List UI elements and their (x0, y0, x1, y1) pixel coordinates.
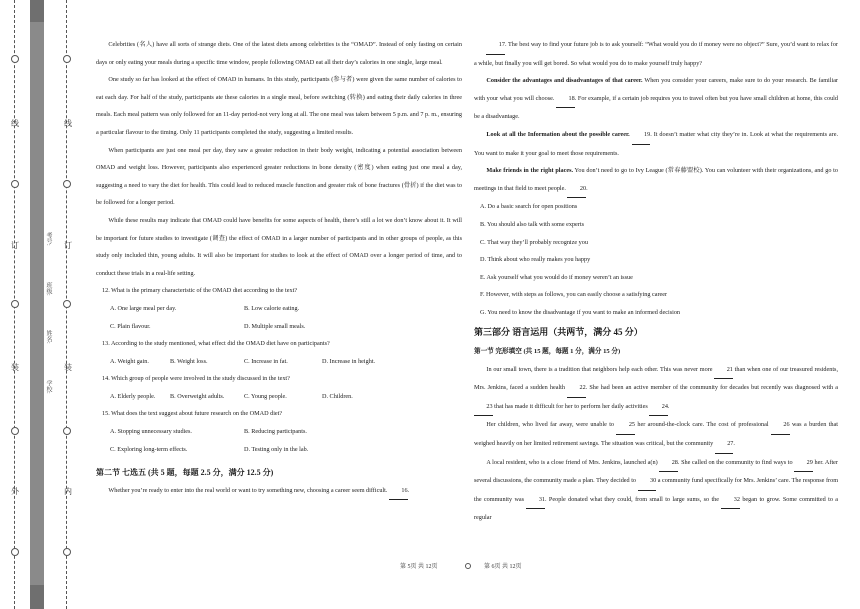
cloze-text: her. After several discussions, the community made a plan. They decided to (474, 458, 838, 485)
choice-option[interactable]: F. However, with steps as follows, you can easily choose a satisfying career (480, 291, 668, 299)
blank-19[interactable]: 19 (632, 126, 651, 145)
hole-circle (63, 300, 71, 308)
paragraph-text: . For example, if a certain job requires you to travel often but you have small children at home, this could be a disadvantage. (474, 94, 838, 121)
cloze-text: . She called on the community to find ways to (677, 458, 793, 466)
option[interactable]: C. Young people. (244, 392, 287, 400)
cloze-text: . She had been an active member of the community for decades but recently was diagnosed with a (585, 384, 838, 392)
class-label: 班级: (45, 282, 51, 296)
hole-circle (11, 427, 19, 435)
page-divider-circle (465, 563, 471, 569)
passage-paragraph: While these results may indicate that OMAD could have benefits for some aspects of health, there’s still a lot we don’t know about it. It will be important for future studies to investigate (调查) the effect of OMAD in a larger number of participants and in other groups of people, as this study only included thin, young adults. It will also be important for studies to look at the effect of OMAD over a longer period of time, and to conduct these trials in a real-life setting. (96, 216, 462, 277)
blank-32[interactable]: 32 (721, 491, 740, 510)
passage-paragraph (474, 36, 838, 72)
paragraph-heading: Look at all the Information about the possible career. (486, 130, 630, 138)
cloze-text: that has made it difficult for her to perform her daily activities (494, 402, 648, 410)
options-row (96, 388, 462, 406)
options-row (96, 318, 462, 336)
cloze-text: A local resident, who is a close friend of Mrs. Jenkins, launched a(n) (486, 458, 658, 466)
blank-31[interactable]: 31 (526, 491, 545, 510)
section-intro: Whether you’re ready to enter into the real world or want to try something new, choosing a career seem difficult. 16. (96, 482, 462, 501)
question-12 (96, 282, 462, 335)
passage-paragraph (474, 72, 838, 126)
option[interactable]: A. Weight gain. (110, 357, 149, 365)
part3-title: 第三部分 语言运用（共两节，满分 45 分） (474, 326, 643, 337)
hole-circle (63, 180, 71, 188)
option[interactable]: A. One large meal per day. (110, 304, 177, 312)
choice-option[interactable]: B. You should also talk with some experts (480, 220, 584, 228)
blank-17[interactable]: 17 (486, 36, 505, 55)
outer-mark-bind: 订 (11, 241, 19, 250)
school-label: 学校: (45, 380, 51, 394)
hole-circle (63, 427, 71, 435)
blank-21[interactable]: 21 (714, 361, 733, 380)
question-13 (96, 335, 462, 370)
paragraph-text: When you consider your careers, make sure to do your research. Be familiar with your what you will choose. (474, 77, 838, 102)
cloze-paragraph: In our small town, there is a tradition that neighbors help each other. This was never more 21 than when one of our treasured residents, Mrs. Jenkins, faced a sudden health 22. She had been an active member of the community for decades but recently was diagnosed with a 23 that has made it difficult for her to perform her daily activities 24. (474, 361, 838, 417)
question-14 (96, 370, 462, 405)
cloze-text: was a burden that weighed heavily on her limited retirement savings. The situation was critical, but the community (474, 421, 838, 448)
blank-27[interactable]: 27 (715, 435, 734, 454)
cloze-paragraph: Her children, who lived far away, were unable to 25 her around-the-clock care. The cost of professional 26 was a burden that weighed heavily on her limited retirement savings. The situation was critical, but the community 27. (474, 416, 838, 453)
question-stem: 14. Which group of people were involved in the study discussed in the text? (102, 375, 290, 383)
exam-number-label: 考号: (45, 232, 51, 246)
choice-option[interactable]: A. Do a basic search for open positions (480, 203, 578, 211)
blank-26[interactable]: 26 (771, 416, 790, 435)
option[interactable]: D. Children. (322, 392, 353, 400)
blank-16[interactable]: 16 (389, 482, 408, 501)
option[interactable]: D. Multiple small meals. (244, 322, 306, 330)
option[interactable]: A. Stopping unnecessary studies. (110, 428, 192, 436)
blank-29[interactable]: 29 (794, 454, 813, 473)
left-column (96, 36, 462, 500)
blank-28[interactable]: 28 (659, 454, 678, 473)
question-stem: 13. According to the study mentioned, what effect did the OMAD diet have on participants? (102, 340, 330, 348)
passage-paragraph (474, 126, 838, 162)
binding-strip-dark-bottom (30, 585, 44, 609)
inner-mark-fix: 装 (64, 363, 72, 372)
binding-margin (0, 0, 86, 609)
blank-24[interactable]: 24 (649, 398, 668, 417)
cloze-text: In our small town, there is a tradition that neighbors help each other. This was never more (486, 365, 713, 373)
option[interactable]: D. Testing only in the lab. (244, 445, 309, 453)
hole-circle (63, 55, 71, 63)
cloze-paragraph (474, 454, 838, 527)
outer-mark-fix: 装 (11, 363, 19, 372)
blank-23[interactable]: 23 (474, 398, 493, 417)
option[interactable]: D. Increase in height. (322, 357, 376, 365)
choice-option[interactable]: C. That way they’ll probably recognize you (480, 238, 588, 246)
outer-mark-outside: 外 (11, 487, 19, 496)
cloze-text: her around-the-clock care. The cost of professional (637, 421, 769, 429)
options-row (96, 300, 462, 318)
paragraph-text: You don’t need to go to Ivy League (常春藤盟校). You can volunteer with their organizations, and go to meetings in that field to meet people. (474, 167, 838, 192)
inner-mark-bind: 订 (64, 241, 72, 250)
option[interactable]: B. Low calorie eating. (244, 304, 300, 312)
part3-subtitle: 第一节 完形填空 (共 15 题，每题 1 分，满分 15 分) (474, 348, 621, 356)
option[interactable]: B. Reducing participants. (244, 428, 307, 436)
binding-strip-dark-top (30, 0, 44, 22)
choice-option[interactable]: D. Think about who really makes you happy (480, 256, 591, 264)
option[interactable]: A. Elderly people. (110, 392, 156, 400)
choice-option[interactable]: G. You need to know the disadvantage if you want to make an informed decision (480, 308, 681, 316)
hole-circle (11, 55, 19, 63)
right-column (474, 36, 838, 527)
question-stem: 12. What is the primary characteristic of the OMAD diet according to the text? (102, 287, 298, 295)
paragraph-text: . The best way to find your future job is to ask yourself: “What would you do if money were no object?” Sure, you’d want to relax for a while, but finally you will get bored. So what would you do to make yourself truly happy? (474, 41, 838, 67)
cloze-text: began to grow. Some committed to a regular (474, 495, 839, 522)
page-footer-left: 第 5页 共 12页 (400, 564, 438, 570)
name-label: 姓名: (45, 330, 51, 344)
inner-mark-line: 线 (64, 119, 72, 128)
hole-circle (63, 548, 71, 556)
cloze-text: a community fund specifically for Mrs. Jenkins’ care. The response from the community was (474, 477, 839, 503)
choice-option[interactable]: E. Ask yourself what you would do if money weren’t an issue (480, 273, 633, 281)
outer-mark-line: 线 (11, 119, 19, 128)
blank-20[interactable]: 20 (567, 180, 586, 199)
passage-paragraph: Celebrities (名人) have all sorts of strange diets. One of the latest diets among celebrities is the “OMAD”. Instead of only fasting on certain days or only eating your meals during a specific time window, people following OMAD eat all their day’s calories in one single, large meal. (96, 41, 462, 66)
option[interactable]: C. Plain flavour. (110, 322, 151, 330)
cloze-text: Her children, who lived far away, were unable to (486, 421, 615, 429)
hole-circle (11, 548, 19, 556)
inner-mark-inside: 内 (64, 487, 72, 496)
option[interactable]: B. Overweight adults. (170, 392, 225, 400)
question-15 (96, 405, 462, 458)
paragraph-heading: Consider the advantages and disadvantages of that career. (486, 77, 643, 85)
gray-binding-strip (30, 0, 44, 609)
cloze-text: . People donated what they could, from small to large sums, so the (545, 495, 720, 503)
paragraph-heading: Make friends in the right places. (486, 167, 574, 175)
blank-18[interactable]: 18 (556, 90, 575, 109)
passage-paragraph: Make friends in the right places. You don’t need to go to Ivy League (常春藤盟校). You can volunteer with their organizations, and go to meetings in that field to meet people. 20. (474, 162, 838, 198)
section-title: 第二节 七选五 (共 5 题，每题 2.5 分，满分 12.5 分) (96, 468, 274, 478)
options-row (96, 353, 462, 371)
hole-circle (11, 300, 19, 308)
paragraph-text: . It doesn’t matter what city they’re in. Look at what the requirements are. You want to make it your goal to meet those requirements. (474, 130, 839, 157)
options-row (96, 441, 462, 459)
passage-paragraph: When participants are just one meal per day, they saw a greater reduction in their body weight, indicating a potential association between OMAD and weight loss. However, participants also experienced greater reductions in bone density (密度) when eating just one meal a day, suggesting a need to vary the diet for health. This could lead to reduced muscle function and greater risk of bone fractures (骨折) if the diet was to be followed for a longer period. (96, 146, 462, 207)
intro-text: Whether you’re ready to enter into the real world or want to try something new, choosing a career seem difficult. (108, 486, 388, 494)
page-footer-right: 第 6页 共 12页 (484, 564, 522, 570)
option[interactable]: C. Exploring long-term effects. (110, 445, 188, 453)
hole-circle (11, 180, 19, 188)
cloze-text: than when one of our treasured residents, Mrs. Jenkins, faced a sudden health (474, 365, 839, 392)
option[interactable]: C. Increase in fat. (244, 357, 288, 365)
question-stem: 15. What does the text suggest about future research on the OMAD diet? (102, 410, 283, 418)
option[interactable]: B. Weight loss. (170, 357, 208, 365)
passage-paragraph: One study so far has looked at the effect of OMAD in humans. In this study, participants (参与者) were given the same number of calories to eat each day. For half of the study, participants ate these calories in a single meal, before switching (转换) and eating their daily calories in three meals. Each meal pattern was only followed for an 11-day period-not very long at all. The one meal was taken between 5 p.m. and 7 p. m., ensuring a particular flavour to the timing. Only 11 participants completed the study, suggesting a limited results. (96, 76, 462, 136)
blank-22[interactable]: 22 (567, 379, 586, 398)
blank-30[interactable]: 30 (638, 472, 657, 491)
options-row (96, 423, 462, 441)
blank-25[interactable]: 25 (616, 416, 635, 435)
